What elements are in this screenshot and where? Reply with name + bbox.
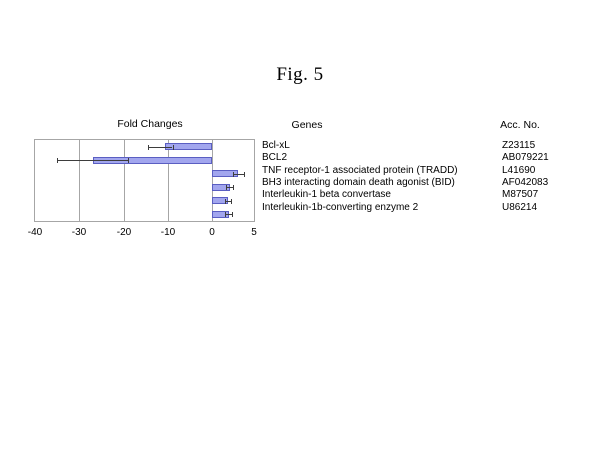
error-bar-cap bbox=[233, 172, 234, 177]
error-bar-cap bbox=[231, 199, 232, 204]
error-bar-cap bbox=[128, 158, 129, 163]
x-axis-tick-label: -10 bbox=[160, 227, 176, 238]
gene-label: Interleukin-1 beta convertase bbox=[262, 189, 391, 201]
error-bar-cap bbox=[244, 172, 245, 177]
error-bar-cap bbox=[57, 158, 58, 163]
accession-number: AF042083 bbox=[502, 176, 549, 188]
error-bar-cap bbox=[232, 212, 233, 217]
error-bar bbox=[148, 147, 172, 148]
gridline bbox=[168, 140, 169, 221]
gene-label: Interleukin-1b-converting enzyme 2 bbox=[262, 201, 419, 213]
error-bar-cap bbox=[226, 185, 227, 190]
x-axis-tick-label: -40 bbox=[27, 227, 43, 238]
error-bar-cap bbox=[225, 212, 226, 217]
x-axis-tick-label: 0 bbox=[209, 227, 215, 238]
fold-changes-bar-chart bbox=[34, 139, 255, 222]
accession-number: U86214 bbox=[502, 201, 538, 213]
gridline bbox=[124, 140, 125, 221]
error-bar bbox=[226, 187, 233, 188]
error-bar bbox=[233, 174, 244, 175]
gene-label: Bcl-xL bbox=[262, 140, 290, 151]
error-bar bbox=[225, 214, 232, 215]
accession-number: AB079221 bbox=[502, 152, 549, 164]
accession-number: M87507 bbox=[502, 189, 539, 201]
x-axis-tick-label: 5 bbox=[251, 227, 257, 238]
x-axis-tick-label: -20 bbox=[116, 227, 132, 238]
gene-label: BH3 interacting domain death agonist (BID) bbox=[262, 176, 455, 188]
accession-number: Z23115 bbox=[502, 140, 536, 151]
column-header-fold-changes: Fold Changes bbox=[117, 118, 183, 130]
gridline bbox=[79, 140, 80, 221]
error-bar-cap bbox=[233, 185, 234, 190]
error-bar-cap bbox=[173, 145, 174, 150]
figure-title: Fig. 5 bbox=[276, 64, 324, 85]
gridline bbox=[212, 140, 213, 221]
error-bar-cap bbox=[225, 199, 226, 204]
gene-label: BCL2 bbox=[262, 152, 288, 164]
error-bar bbox=[57, 160, 128, 161]
gene-label: TNF receptor-1 associated protein (TRADD) bbox=[262, 164, 458, 176]
accession-number: L41690 bbox=[502, 164, 536, 176]
error-bar-cap bbox=[148, 145, 149, 150]
x-axis-tick-label: -30 bbox=[71, 227, 87, 238]
column-header-genes: Genes bbox=[291, 119, 323, 131]
column-header-acc-no: Acc. No. bbox=[500, 119, 540, 131]
